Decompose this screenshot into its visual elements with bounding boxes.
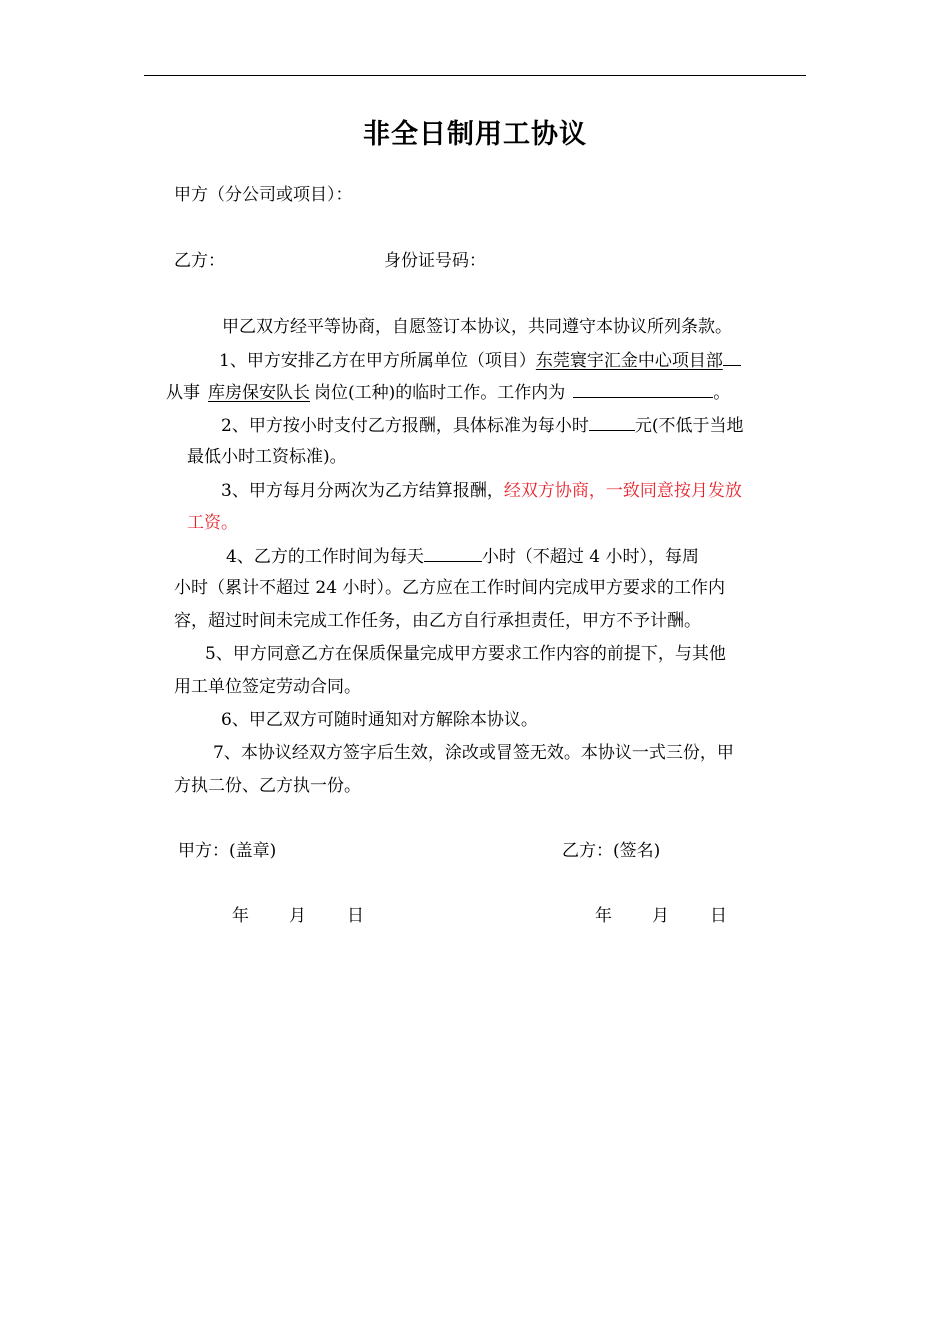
clause-1-position: 库房保安队长: [208, 383, 310, 403]
clause-3-text: 3、甲方每月分两次为乙方结算报酬，: [221, 481, 504, 501]
clause-1-unit-underline: [723, 349, 741, 366]
clause-3-line-1: [221, 480, 742, 502]
clause-4-text-a: 4、乙方的工作时间为每天: [226, 547, 424, 567]
clause-3-red-text: 经双方协商，一致同意按月发放: [503, 481, 742, 501]
intro-paragraph: 甲乙双方经平等协商，自愿签订本协议，共同遵守本协议所列条款。: [222, 317, 732, 337]
clause-1-line2-prefix: 从事: [166, 383, 200, 403]
clause-2-line-2: 最低小时工资标准)。: [187, 447, 347, 467]
party-a-year: 年: [232, 906, 249, 926]
clause-4-line-3: 容，超过时间未完成工作任务，由乙方自行承担责任，甲方不予计酬。: [174, 611, 701, 631]
party-b-day: 日: [710, 906, 727, 926]
clause-4-text-b: 小时（不超过 4 小时），每周: [481, 547, 699, 567]
clause-1-prefix: 1、甲方安排乙方在甲方所属单位（项目）: [219, 351, 536, 371]
clause-7-line-2: 方执二份、乙方执一份。: [174, 776, 361, 796]
party-b-signature-label: 乙方：(签名): [562, 841, 661, 861]
party-b-label: 乙方：: [174, 251, 225, 271]
clause-2-text-a: 2、甲方按小时支付乙方报酬，具体标准为每小时: [221, 416, 589, 436]
party-a-day: 日: [347, 906, 364, 926]
clause-2-line-1: [221, 414, 743, 437]
clause-1-line-2: [166, 381, 730, 404]
clause-5-line-2: 用工单位签定劳动合同。: [174, 677, 361, 697]
party-b-year: 年: [595, 906, 612, 926]
clause-4-line-1: [226, 545, 699, 568]
document-title: 非全日制用工协议: [363, 119, 587, 150]
party-b-month: 月: [652, 906, 669, 926]
clause-7-line-1: 7、本协议经双方签字后生效，涂改或冒签无效。本协议一式三份，甲: [213, 743, 734, 763]
party-a-month: 月: [289, 906, 306, 926]
clause-1-end: 。: [713, 383, 731, 403]
id-number-label: 身份证号码：: [384, 251, 486, 271]
party-a-seal-label: 甲方：(盖章): [178, 841, 277, 861]
daily-hours-blank: [424, 545, 482, 562]
clause-3-line-2: 工资。: [187, 513, 238, 533]
clause-1-unit: 东莞寰宇汇金中心项目部: [535, 351, 723, 371]
clause-1-mid: 岗位(工种)的临时工作。工作内为: [314, 383, 566, 403]
clause-6: 6、甲乙双方可随时通知对方解除本协议。: [221, 710, 538, 730]
clause-5-line-1: 5、甲方同意乙方在保质保量完成甲方要求工作内容的前提下，与其他: [205, 644, 726, 664]
header-rule: [144, 75, 806, 76]
clause-4-line-2: 小时（累计不超过 24 小时）。乙方应在工作时间内完成甲方要求的工作内: [174, 578, 725, 598]
clause-1-line-1: [219, 349, 741, 372]
party-a-label: 甲方（分公司或项目）：: [174, 185, 353, 205]
clause-2-text-b: 元(不低于当地: [634, 416, 744, 436]
hourly-rate-blank: [589, 414, 635, 431]
work-content-blank: [573, 381, 713, 398]
